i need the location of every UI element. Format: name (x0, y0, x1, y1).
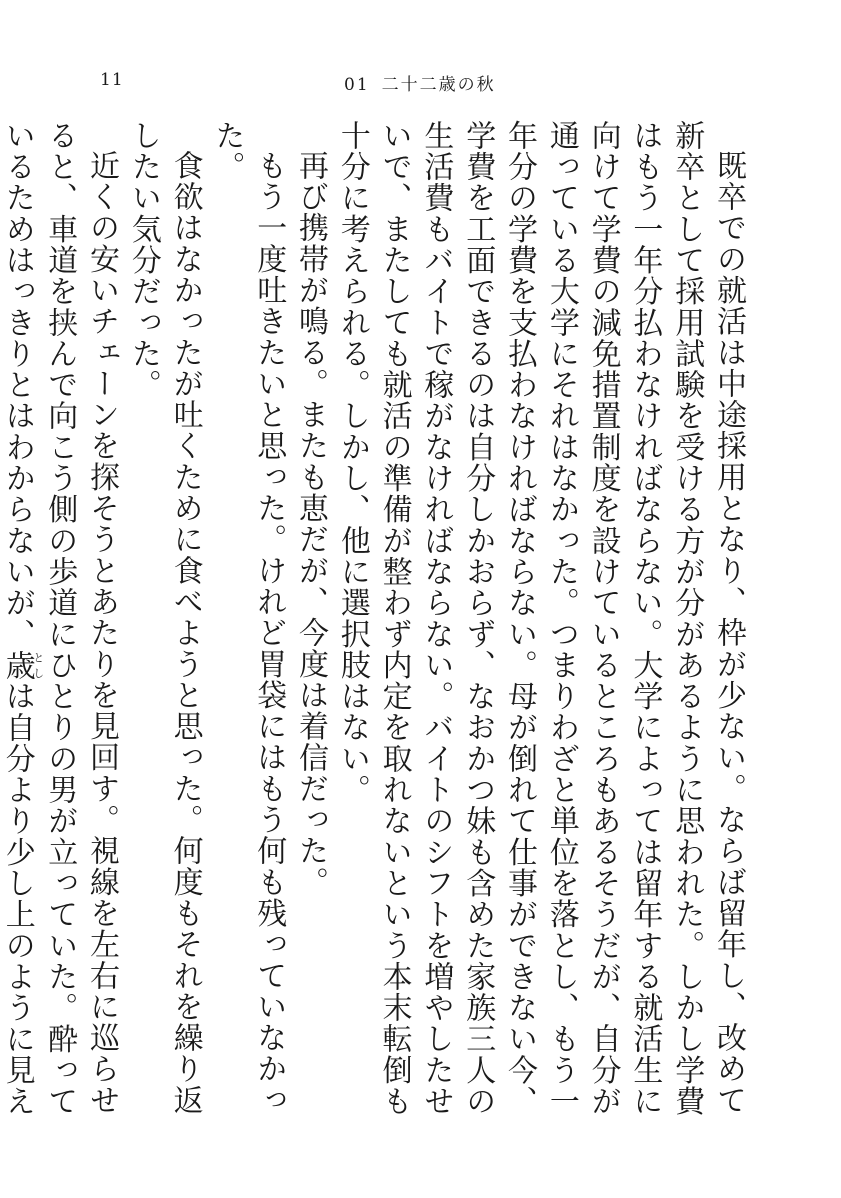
page-number: 11 (100, 70, 124, 90)
paragraph-3: もう一度吐きたいと思った。けれど胃袋にはもう何も残っていなかった。 (209, 120, 287, 1116)
ruby-base: 歳 (0, 649, 35, 681)
ruby-toshi (0, 649, 45, 681)
body-text (0, 120, 749, 1120)
ruby-reading: とし (31, 649, 45, 681)
paragraph-1: 既卒での就活は中途採用となり、枠が少ない。ならば留年し、改めて新卒として採用試験を受ける方が分があるように思われた。しかし学費はもう一年分払わなければならない。大学によっては留年する就活生に向けて学費の減免措置制度を設けているところもあるそうだが、自分が通っている大学にそれはなかった。つまりわざと単位を落とし、もう一年分の学費を支払わなければならない。母が倒れて仕事ができない今、学費を工面できるのは自分しかおらず、なおかつ妹も含めた家族三人の生活費もバイトで稼がなければならない。バイトのシフトを増やしたせいで、またしても就活の準備が整わず内定を取れないという本末転倒も十分に考えられる。しかし、他に選択肢はない。 (334, 120, 746, 1117)
paragraph-5-rest: は自分より少し上のように見え (0, 680, 35, 1117)
paragraph-5-text: 近くの安いチェーンを探そうとあたりを見回す。視線を左右に巡らせると、車道を挟んで向こう側の歩道にひとりの男が立っていた。酔っているためはっきりとはわからないが、 (0, 120, 120, 1117)
paragraph-5 (0, 120, 122, 1120)
paragraph-2: 再び携帯が鳴る。またも恵だが、今度は着信だった。 (293, 150, 329, 898)
chapter-number: 01 (344, 75, 370, 95)
running-header (344, 70, 496, 95)
paragraph-4: 食欲はなかったが吐くために食べようと思った。何度もそれを繰り返したい気分だった。 (125, 120, 203, 1116)
chapter-title: 二十二歳の秋 (381, 75, 496, 95)
